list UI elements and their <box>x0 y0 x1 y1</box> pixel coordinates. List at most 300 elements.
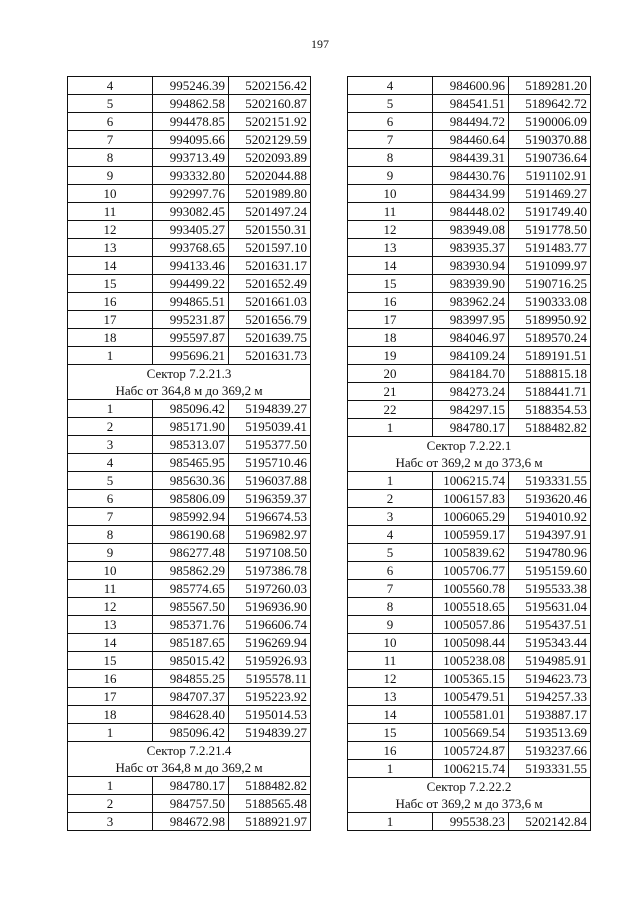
sector-title-row <box>68 365 311 383</box>
table-row <box>68 239 311 257</box>
point-number: 14 <box>68 634 153 652</box>
table-row <box>68 472 311 490</box>
table-row <box>348 77 591 95</box>
y-coordinate: 5196269.94 <box>229 634 311 652</box>
point-number: 13 <box>68 239 153 257</box>
x-coordinate: 984707.37 <box>153 688 229 706</box>
point-number: 9 <box>68 544 153 562</box>
point-number: 10 <box>348 634 433 652</box>
y-coordinate: 5188815.18 <box>509 365 591 383</box>
y-coordinate: 5189570.24 <box>509 329 591 347</box>
point-number: 7 <box>348 131 433 149</box>
table-row <box>68 688 311 706</box>
y-coordinate: 5193331.55 <box>509 760 591 778</box>
y-coordinate: 5191749.40 <box>509 203 591 221</box>
x-coordinate: 984672.98 <box>153 813 229 831</box>
y-coordinate: 5195159.60 <box>509 562 591 580</box>
point-number: 9 <box>348 616 433 634</box>
x-coordinate: 985992.94 <box>153 508 229 526</box>
point-number: 8 <box>68 149 153 167</box>
y-coordinate: 5202156.42 <box>229 77 311 95</box>
point-number: 16 <box>68 293 153 311</box>
y-coordinate: 5194780.96 <box>509 544 591 562</box>
y-coordinate: 5196606.74 <box>229 616 311 634</box>
x-coordinate: 985630.36 <box>153 472 229 490</box>
table-row <box>348 490 591 508</box>
point-number: 6 <box>348 113 433 131</box>
y-coordinate: 5202044.88 <box>229 167 311 185</box>
sector-title-row <box>348 437 591 455</box>
point-number: 18 <box>348 329 433 347</box>
table-row <box>348 544 591 562</box>
table-row <box>68 777 311 795</box>
table-row <box>348 472 591 490</box>
table-row <box>348 239 591 257</box>
point-number: 12 <box>68 221 153 239</box>
table-row <box>68 724 311 742</box>
sector-title: Сектор 7.2.21.3 <box>68 365 311 383</box>
y-coordinate: 5190716.25 <box>509 275 591 293</box>
point-number: 11 <box>348 652 433 670</box>
y-coordinate: 5202151.92 <box>229 113 311 131</box>
x-coordinate: 1005560.78 <box>433 580 509 598</box>
point-number: 4 <box>348 77 433 95</box>
point-number: 14 <box>68 257 153 275</box>
x-coordinate: 985313.07 <box>153 436 229 454</box>
x-coordinate: 985465.95 <box>153 454 229 472</box>
table-row <box>68 131 311 149</box>
x-coordinate: 995538.23 <box>433 813 509 831</box>
x-coordinate: 986277.48 <box>153 544 229 562</box>
y-coordinate: 5195631.04 <box>509 598 591 616</box>
x-coordinate: 983949.08 <box>433 221 509 239</box>
y-coordinate: 5201656.79 <box>229 311 311 329</box>
y-coordinate: 5193887.17 <box>509 706 591 724</box>
y-coordinate: 5195578.11 <box>229 670 311 688</box>
table-row <box>68 490 311 508</box>
table-row <box>68 508 311 526</box>
table-row <box>68 149 311 167</box>
table-row <box>68 257 311 275</box>
y-coordinate: 5188921.97 <box>229 813 311 831</box>
x-coordinate: 994865.51 <box>153 293 229 311</box>
y-coordinate: 5191102.91 <box>509 167 591 185</box>
y-coordinate: 5196936.90 <box>229 598 311 616</box>
x-coordinate: 1005098.44 <box>433 634 509 652</box>
table-row <box>68 544 311 562</box>
point-number: 3 <box>348 508 433 526</box>
point-number: 2 <box>68 795 153 813</box>
left-coordinates-table <box>67 76 311 831</box>
point-number: 13 <box>348 688 433 706</box>
x-coordinate: 984109.24 <box>433 347 509 365</box>
x-coordinate: 984430.76 <box>433 167 509 185</box>
point-number: 1 <box>68 724 153 742</box>
table-row <box>348 760 591 778</box>
table-row <box>348 419 591 437</box>
x-coordinate: 985862.29 <box>153 562 229 580</box>
x-coordinate: 1005581.01 <box>433 706 509 724</box>
x-coordinate: 984273.24 <box>433 383 509 401</box>
y-coordinate: 5201597.10 <box>229 239 311 257</box>
y-coordinate: 5196359.37 <box>229 490 311 508</box>
y-coordinate: 5193331.55 <box>509 472 591 490</box>
y-coordinate: 5197386.78 <box>229 562 311 580</box>
x-coordinate: 1005479.51 <box>433 688 509 706</box>
y-coordinate: 5191483.77 <box>509 239 591 257</box>
table-row <box>348 347 591 365</box>
point-number: 12 <box>348 221 433 239</box>
x-coordinate: 983962.24 <box>433 293 509 311</box>
x-coordinate: 995231.87 <box>153 311 229 329</box>
point-number: 2 <box>68 418 153 436</box>
table-row <box>348 688 591 706</box>
table-row <box>348 706 591 724</box>
x-coordinate: 993082.45 <box>153 203 229 221</box>
point-number: 5 <box>68 472 153 490</box>
sector-title-row <box>348 778 591 796</box>
x-coordinate: 994133.46 <box>153 257 229 275</box>
point-number: 7 <box>68 131 153 149</box>
table-row <box>348 813 591 831</box>
x-coordinate: 1006215.74 <box>433 760 509 778</box>
x-coordinate: 984855.25 <box>153 670 229 688</box>
x-coordinate: 984757.50 <box>153 795 229 813</box>
y-coordinate: 5201631.73 <box>229 347 311 365</box>
y-coordinate: 5194257.33 <box>509 688 591 706</box>
x-coordinate: 995696.21 <box>153 347 229 365</box>
point-number: 15 <box>68 652 153 670</box>
table-row <box>348 508 591 526</box>
point-number: 18 <box>68 706 153 724</box>
table-row <box>68 580 311 598</box>
y-coordinate: 5195223.92 <box>229 688 311 706</box>
y-coordinate: 5193237.66 <box>509 742 591 760</box>
x-coordinate: 995246.39 <box>153 77 229 95</box>
table-row <box>348 203 591 221</box>
left-coordinates-column <box>67 76 311 831</box>
x-coordinate: 1006065.29 <box>433 508 509 526</box>
x-coordinate: 993768.65 <box>153 239 229 257</box>
table-row <box>348 293 591 311</box>
x-coordinate: 1005724.87 <box>433 742 509 760</box>
x-coordinate: 993713.49 <box>153 149 229 167</box>
y-coordinate: 5196982.97 <box>229 526 311 544</box>
table-row <box>348 526 591 544</box>
left-table-body <box>68 77 311 831</box>
y-coordinate: 5188441.71 <box>509 383 591 401</box>
y-coordinate: 5189950.92 <box>509 311 591 329</box>
table-row <box>348 616 591 634</box>
x-coordinate: 994862.58 <box>153 95 229 113</box>
point-number: 9 <box>68 167 153 185</box>
x-coordinate: 984600.96 <box>433 77 509 95</box>
table-row <box>68 311 311 329</box>
y-coordinate: 5189642.72 <box>509 95 591 113</box>
y-coordinate: 5191778.50 <box>509 221 591 239</box>
y-coordinate: 5202142.84 <box>509 813 591 831</box>
point-number: 3 <box>68 436 153 454</box>
y-coordinate: 5196037.88 <box>229 472 311 490</box>
point-number: 21 <box>348 383 433 401</box>
x-coordinate: 983939.90 <box>433 275 509 293</box>
point-number: 11 <box>348 203 433 221</box>
point-number: 16 <box>68 670 153 688</box>
point-number: 13 <box>348 239 433 257</box>
point-number: 10 <box>68 562 153 580</box>
elevation-range-row <box>348 454 591 472</box>
y-coordinate: 5202129.59 <box>229 131 311 149</box>
x-coordinate: 1005839.62 <box>433 544 509 562</box>
x-coordinate: 985096.42 <box>153 724 229 742</box>
x-coordinate: 984494.72 <box>433 113 509 131</box>
y-coordinate: 5195710.46 <box>229 454 311 472</box>
right-table-body <box>348 77 591 831</box>
point-number: 6 <box>348 562 433 580</box>
y-coordinate: 5197108.50 <box>229 544 311 562</box>
y-coordinate: 5189191.51 <box>509 347 591 365</box>
x-coordinate: 984541.51 <box>433 95 509 113</box>
y-coordinate: 5188565.48 <box>229 795 311 813</box>
point-number: 8 <box>348 598 433 616</box>
sector-title: Сектор 7.2.21.4 <box>68 742 311 760</box>
y-coordinate: 5189281.20 <box>509 77 591 95</box>
table-row <box>68 526 311 544</box>
point-number: 1 <box>348 472 433 490</box>
table-row <box>348 652 591 670</box>
point-number: 16 <box>348 293 433 311</box>
point-number: 2 <box>348 490 433 508</box>
page-number: 197 <box>311 37 329 51</box>
table-row <box>68 616 311 634</box>
point-number: 13 <box>68 616 153 634</box>
table-row <box>68 77 311 95</box>
table-row <box>348 221 591 239</box>
y-coordinate: 5195377.50 <box>229 436 311 454</box>
x-coordinate: 985187.65 <box>153 634 229 652</box>
table-row <box>68 813 311 831</box>
point-number: 1 <box>348 760 433 778</box>
point-number: 11 <box>68 203 153 221</box>
elevation-range: Набс от 364,8 м до 369,2 м <box>68 382 311 400</box>
point-number: 1 <box>68 777 153 795</box>
table-row <box>68 706 311 724</box>
table-row <box>348 311 591 329</box>
table-row <box>68 634 311 652</box>
table-row <box>348 149 591 167</box>
y-coordinate: 5193513.69 <box>509 724 591 742</box>
table-row <box>68 562 311 580</box>
y-coordinate: 5190736.64 <box>509 149 591 167</box>
point-number: 17 <box>68 311 153 329</box>
table-row <box>68 598 311 616</box>
y-coordinate: 5194010.92 <box>509 508 591 526</box>
y-coordinate: 5195039.41 <box>229 418 311 436</box>
right-coordinates-column <box>347 76 591 831</box>
point-number: 12 <box>348 670 433 688</box>
table-row <box>348 401 591 419</box>
y-coordinate: 5191099.97 <box>509 257 591 275</box>
table-row <box>348 580 591 598</box>
table-row <box>68 329 311 347</box>
point-number: 1 <box>348 419 433 437</box>
x-coordinate: 985171.90 <box>153 418 229 436</box>
table-row <box>68 113 311 131</box>
y-coordinate: 5190333.08 <box>509 293 591 311</box>
elevation-range-row <box>348 795 591 813</box>
y-coordinate: 5202093.89 <box>229 149 311 167</box>
x-coordinate: 984184.70 <box>433 365 509 383</box>
y-coordinate: 5201989.80 <box>229 185 311 203</box>
sector-title-row <box>68 742 311 760</box>
point-number: 15 <box>68 275 153 293</box>
point-number: 14 <box>348 257 433 275</box>
point-number: 11 <box>68 580 153 598</box>
x-coordinate: 984780.17 <box>153 777 229 795</box>
y-coordinate: 5194985.91 <box>509 652 591 670</box>
sector-title: Сектор 7.2.22.2 <box>348 778 591 796</box>
table-row <box>348 634 591 652</box>
x-coordinate: 985567.50 <box>153 598 229 616</box>
table-row <box>68 418 311 436</box>
x-coordinate: 984780.17 <box>433 419 509 437</box>
table-row <box>68 347 311 365</box>
y-coordinate: 5191469.27 <box>509 185 591 203</box>
table-row <box>348 670 591 688</box>
table-row <box>348 724 591 742</box>
table-row <box>68 293 311 311</box>
x-coordinate: 985371.76 <box>153 616 229 634</box>
y-coordinate: 5201661.03 <box>229 293 311 311</box>
y-coordinate: 5197260.03 <box>229 580 311 598</box>
table-row <box>348 113 591 131</box>
point-number: 16 <box>348 742 433 760</box>
table-row <box>68 400 311 418</box>
point-number: 10 <box>348 185 433 203</box>
point-number: 5 <box>348 95 433 113</box>
point-number: 1 <box>68 347 153 365</box>
table-row <box>68 185 311 203</box>
table-row <box>348 562 591 580</box>
x-coordinate: 984448.02 <box>433 203 509 221</box>
point-number: 4 <box>348 526 433 544</box>
point-number: 12 <box>68 598 153 616</box>
point-number: 19 <box>348 347 433 365</box>
right-coordinates-table <box>347 76 591 831</box>
elevation-range-row <box>68 759 311 777</box>
y-coordinate: 5188482.82 <box>229 777 311 795</box>
x-coordinate: 985096.42 <box>153 400 229 418</box>
x-coordinate: 984434.99 <box>433 185 509 203</box>
point-number: 5 <box>348 544 433 562</box>
y-coordinate: 5194839.27 <box>229 400 311 418</box>
x-coordinate: 1005669.54 <box>433 724 509 742</box>
elevation-range: Набс от 364,8 м до 369,2 м <box>68 759 311 777</box>
x-coordinate: 983997.95 <box>433 311 509 329</box>
x-coordinate: 986190.68 <box>153 526 229 544</box>
x-coordinate: 1006157.83 <box>433 490 509 508</box>
table-row <box>68 670 311 688</box>
point-number: 1 <box>348 813 433 831</box>
y-coordinate: 5195533.38 <box>509 580 591 598</box>
elevation-range: Набс от 369,2 м до 373,6 м <box>348 795 591 813</box>
y-coordinate: 5193620.46 <box>509 490 591 508</box>
y-coordinate: 5201639.75 <box>229 329 311 347</box>
x-coordinate: 994499.22 <box>153 275 229 293</box>
x-coordinate: 984439.31 <box>433 149 509 167</box>
elevation-range: Набс от 369,2 м до 373,6 м <box>348 454 591 472</box>
table-row <box>68 454 311 472</box>
y-coordinate: 5201550.31 <box>229 221 311 239</box>
table-row <box>68 95 311 113</box>
y-coordinate: 5190006.09 <box>509 113 591 131</box>
y-coordinate: 5188482.82 <box>509 419 591 437</box>
x-coordinate: 1005238.08 <box>433 652 509 670</box>
table-row <box>348 95 591 113</box>
table-row <box>348 275 591 293</box>
x-coordinate: 1005057.86 <box>433 616 509 634</box>
sector-title: Сектор 7.2.22.1 <box>348 437 591 455</box>
x-coordinate: 984297.15 <box>433 401 509 419</box>
x-coordinate: 983935.37 <box>433 239 509 257</box>
table-row <box>348 383 591 401</box>
point-number: 20 <box>348 365 433 383</box>
table-row <box>68 652 311 670</box>
point-number: 10 <box>68 185 153 203</box>
y-coordinate: 5195343.44 <box>509 634 591 652</box>
x-coordinate: 985015.42 <box>153 652 229 670</box>
point-number: 1 <box>68 400 153 418</box>
table-row <box>348 329 591 347</box>
x-coordinate: 983930.94 <box>433 257 509 275</box>
table-row <box>348 131 591 149</box>
table-row <box>348 742 591 760</box>
y-coordinate: 5194397.91 <box>509 526 591 544</box>
point-number: 7 <box>348 580 433 598</box>
x-coordinate: 985806.09 <box>153 490 229 508</box>
point-number: 4 <box>68 77 153 95</box>
point-number: 8 <box>68 526 153 544</box>
table-row <box>348 167 591 185</box>
y-coordinate: 5196674.53 <box>229 508 311 526</box>
point-number: 14 <box>348 706 433 724</box>
x-coordinate: 994095.66 <box>153 131 229 149</box>
point-number: 8 <box>348 149 433 167</box>
x-coordinate: 984046.97 <box>433 329 509 347</box>
y-coordinate: 5195437.51 <box>509 616 591 634</box>
point-number: 15 <box>348 275 433 293</box>
x-coordinate: 994478.85 <box>153 113 229 131</box>
point-number: 15 <box>348 724 433 742</box>
table-row <box>68 203 311 221</box>
table-row <box>68 221 311 239</box>
point-number: 6 <box>68 490 153 508</box>
table-row <box>68 275 311 293</box>
x-coordinate: 985774.65 <box>153 580 229 598</box>
x-coordinate: 984460.64 <box>433 131 509 149</box>
x-coordinate: 1006215.74 <box>433 472 509 490</box>
point-number: 17 <box>348 311 433 329</box>
y-coordinate: 5194623.73 <box>509 670 591 688</box>
x-coordinate: 995597.87 <box>153 329 229 347</box>
point-number: 22 <box>348 401 433 419</box>
elevation-range-row <box>68 382 311 400</box>
y-coordinate: 5201497.24 <box>229 203 311 221</box>
table-row <box>348 598 591 616</box>
x-coordinate: 1005518.65 <box>433 598 509 616</box>
point-number: 3 <box>68 813 153 831</box>
table-row <box>348 257 591 275</box>
